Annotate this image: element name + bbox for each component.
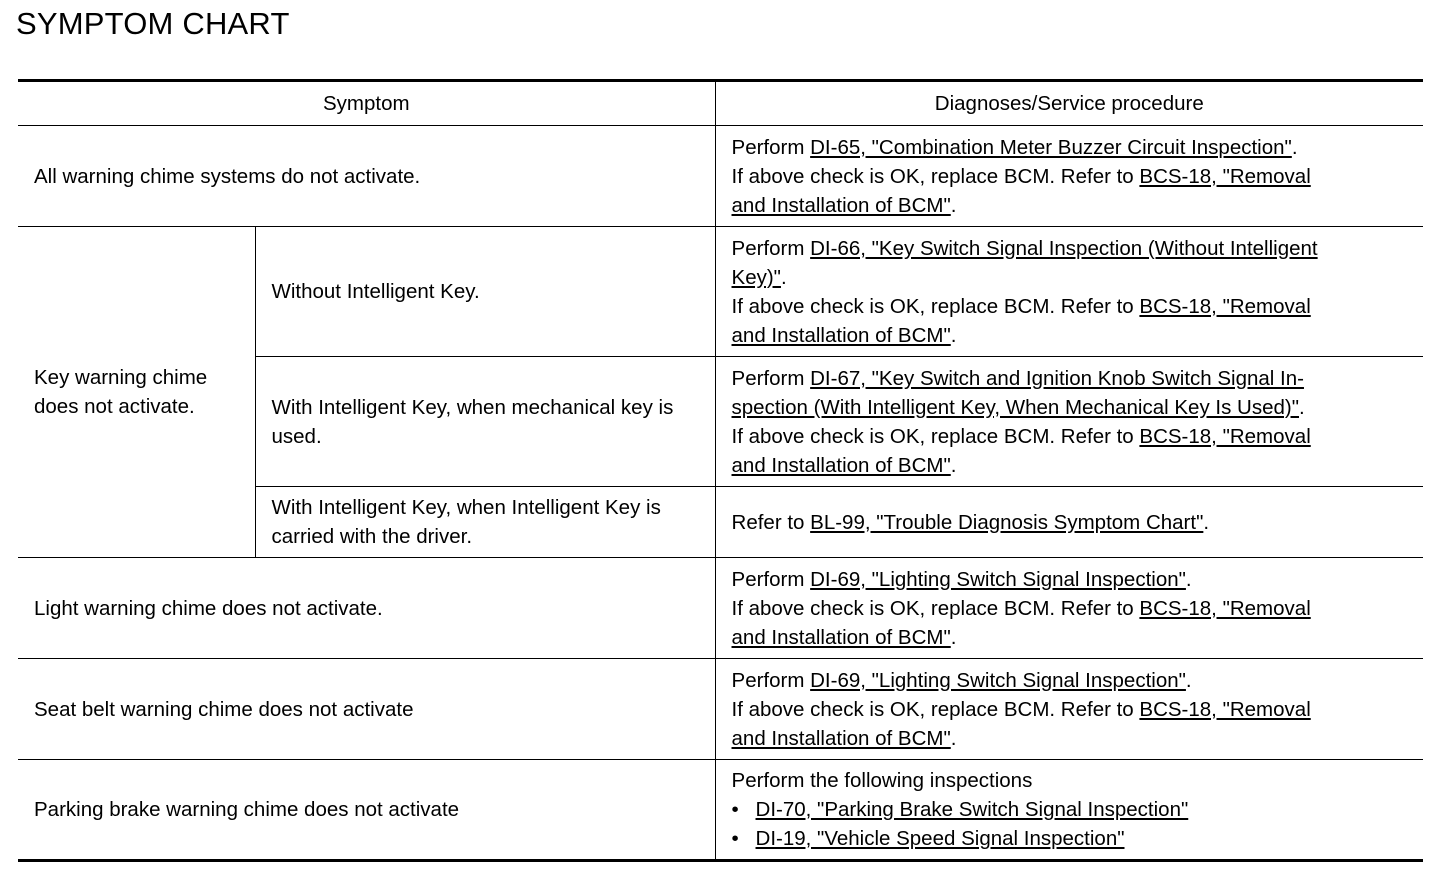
link-di-65[interactable]: DI-65, "Combination Meter Buzzer Circuit Inspection": [810, 135, 1292, 159]
symptom-seat-belt-chime: Seat belt warning chime does not activate: [18, 659, 715, 760]
procedure-text: .: [1299, 395, 1305, 419]
table-header-row: [18, 81, 1423, 126]
procedure-text: .: [950, 323, 957, 347]
procedure-text: .: [1291, 135, 1298, 159]
table-row: [18, 760, 1423, 861]
procedure-text: .: [1185, 668, 1192, 692]
symptom-parking-brake-chime: Parking brake warning chime does not activate: [18, 760, 715, 861]
link-bcs-18[interactable]: BCS-18, "Removal: [1139, 424, 1311, 448]
link-bcs-18[interactable]: BCS-18, "Removal: [1139, 697, 1311, 721]
procedure-text: .: [950, 625, 957, 649]
table-row: [18, 227, 1423, 357]
procedure-text: .: [950, 726, 957, 750]
procedure-text: If above check is OK, replace BCM. Refer to: [731, 424, 1140, 448]
symptom-light-chime: Light warning chime does not activate.: [18, 558, 715, 659]
procedure-text: Perform: [731, 135, 811, 159]
symptom-key-chime: Key warning chime does not activate.: [18, 227, 255, 558]
procedure-text: If above check is OK, replace BCM. Refer to: [731, 294, 1140, 318]
bullet-item: [732, 795, 1410, 824]
procedure-text: If above check is OK, replace BCM. Refer to: [731, 596, 1140, 620]
link-di-70[interactable]: DI-70, "Parking Brake Switch Signal Inspection": [755, 798, 1189, 821]
procedure-text: Perform: [731, 366, 811, 390]
link-bcs-18-cont[interactable]: and Installation of BCM": [731, 193, 951, 217]
link-di-67[interactable]: DI-67, "Key Switch and Ignition Knob Switch Signal In-: [810, 366, 1304, 390]
link-bcs-18-cont[interactable]: and Installation of BCM": [731, 323, 951, 347]
header-symptom: Symptom: [18, 81, 715, 126]
link-bl-99[interactable]: BL-99, "Trouble Diagnosis Symptom Chart": [810, 510, 1204, 534]
header-procedure: Diagnoses/Service procedure: [715, 81, 1423, 126]
link-di-69[interactable]: DI-69, "Lighting Switch Signal Inspection": [810, 567, 1186, 591]
procedure-seat-belt: [715, 659, 1423, 760]
condition-without-intelligent-key: Without Intelligent Key.: [255, 227, 715, 357]
bullet-item: [732, 824, 1410, 853]
link-bcs-18[interactable]: BCS-18, "Removal: [1139, 294, 1311, 318]
table-row: [18, 659, 1423, 760]
procedure-text: Refer to: [731, 510, 811, 534]
procedure-text: Perform the following inspections: [731, 769, 1033, 792]
procedure-text: .: [1203, 510, 1210, 534]
procedure-text: .: [950, 193, 957, 217]
link-di-67-cont[interactable]: spection (With Intelligent Key, When Mechanical Key Is Used)": [731, 395, 1299, 419]
condition-key-carried: With Intelligent Key, when Intelligent Key is carried with the driver.: [255, 487, 715, 558]
symptom-chart-table: [18, 79, 1423, 862]
link-di-19[interactable]: DI-19, "Vehicle Speed Signal Inspection": [755, 827, 1125, 850]
link-bcs-18-cont[interactable]: and Installation of BCM": [731, 726, 951, 750]
link-bcs-18[interactable]: BCS-18, "Removal: [1139, 164, 1311, 188]
symptom-all-chime: All warning chime systems do not activate.: [18, 126, 715, 227]
table-row: [18, 558, 1423, 659]
procedure-text: If above check is OK, replace BCM. Refer to: [731, 164, 1140, 188]
procedure-text: Perform: [731, 236, 811, 260]
procedure-light: [715, 558, 1423, 659]
procedure-key-without: [715, 227, 1423, 357]
table-row: [18, 126, 1423, 227]
procedure-text: .: [780, 265, 787, 289]
procedure-all-chime: [715, 126, 1423, 227]
link-bcs-18-cont[interactable]: and Installation of BCM": [731, 625, 951, 649]
procedure-key-carried: [715, 487, 1423, 558]
bullet-icon: •: [731, 798, 739, 821]
condition-mechanical-key: With Intelligent Key, when mechanical key is used.: [255, 357, 715, 487]
link-di-69[interactable]: DI-69, "Lighting Switch Signal Inspection": [810, 668, 1186, 692]
procedure-key-mechanical: [715, 357, 1423, 487]
page-title: SYMPTOM CHART: [16, 6, 290, 41]
procedure-text: Perform: [731, 567, 811, 591]
procedure-parking-brake: [715, 760, 1423, 861]
link-di-66[interactable]: DI-66, "Key Switch Signal Inspection (Without Intelligent: [810, 236, 1318, 260]
procedure-text: .: [1185, 567, 1192, 591]
procedure-text: Perform: [731, 668, 811, 692]
link-bcs-18[interactable]: BCS-18, "Removal: [1139, 596, 1311, 620]
procedure-text: If above check is OK, replace BCM. Refer to: [731, 697, 1140, 721]
bullet-icon: •: [731, 827, 739, 850]
link-di-66-cont[interactable]: Key)": [731, 265, 781, 289]
link-bcs-18-cont[interactable]: and Installation of BCM": [731, 453, 951, 477]
procedure-text: .: [950, 453, 957, 477]
